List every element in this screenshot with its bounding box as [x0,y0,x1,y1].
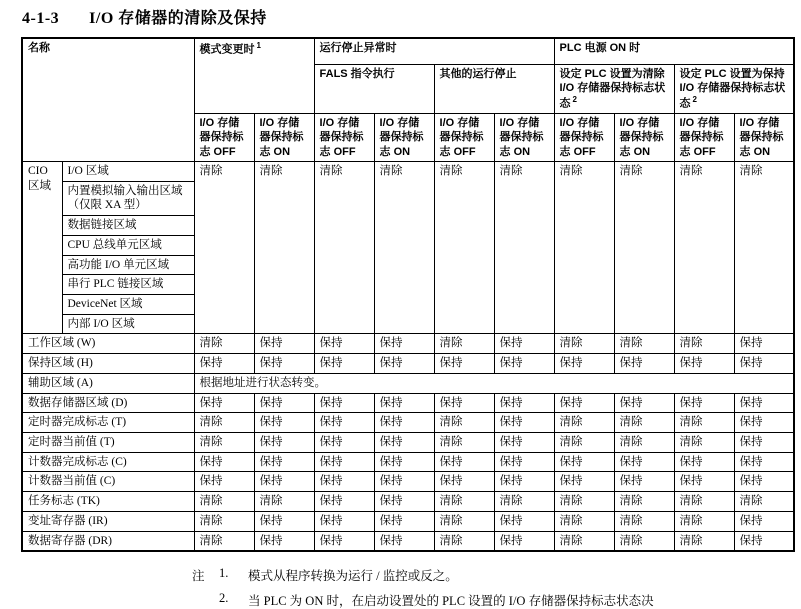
table-row [22,393,794,413]
value-cell: 清除 [674,492,734,512]
value-cell: 清除 [674,531,734,551]
value-cell: 保持 [254,511,314,531]
value-cell: 保持 [554,472,614,492]
value-cell: 清除 [614,334,674,354]
section-title-text: I/O 存储器的清除及保持 [89,10,267,27]
row-name: 任务标志 (TK) [22,492,194,512]
value-cell: 清除 [614,161,674,333]
header-flag-col: I/O 存储器保持标志 OFF [434,114,494,162]
value-cell: 保持 [314,452,374,472]
value-cell: 保持 [494,413,554,433]
row-name: 工作区域 (W) [22,334,194,354]
value-cell: 保持 [314,511,374,531]
value-cell: 保持 [434,354,494,374]
value-cell: 保持 [254,472,314,492]
row-name: I/O 区域 [62,161,194,181]
value-cell: 保持 [374,413,434,433]
value-cell: 保持 [314,472,374,492]
value-cell: 清除 [554,511,614,531]
table-row [22,161,794,181]
header-flag-col: I/O 存储器保持标志 OFF [554,114,614,162]
value-cell: 保持 [734,452,794,472]
value-cell: 清除 [674,413,734,433]
value-cell: 保持 [554,354,614,374]
value-cell: 保持 [194,393,254,413]
value-cell: 保持 [374,511,434,531]
value-cell: 清除 [194,492,254,512]
table-row [22,452,794,472]
row-name: CPU 总线单元区域 [62,235,194,255]
row-name: 内部 I/O 区域 [62,314,194,334]
value-cell: 保持 [554,393,614,413]
value-cell: 保持 [494,511,554,531]
header-flag-col: I/O 存储器保持标志 ON [614,114,674,162]
value-cell: 清除 [734,492,794,512]
value-cell: 保持 [374,472,434,492]
note-number: 2. [219,591,229,606]
value-cell: 清除 [434,531,494,551]
value-cell: 保持 [614,393,674,413]
value-cell: 保持 [494,472,554,492]
section-number: 4-1-3 [22,10,60,27]
header-flag-col: I/O 存储器保持标志 ON [374,114,434,162]
value-cell: 保持 [254,452,314,472]
value-cell: 清除 [254,492,314,512]
note-number: 1. [219,566,229,581]
value-cell: 保持 [674,472,734,492]
row-name: 数据链接区域 [62,216,194,236]
value-cell: 保持 [674,452,734,472]
header-fals-exec: FALS 指令执行 [314,64,434,114]
note-text: 当 PLC 为 ON 时，在启动设置处的 PLC 设置的 I/O 存储器保持标志状态决 [248,594,654,609]
row-name: 变址寄存器 (IR) [22,511,194,531]
table-row [22,531,794,551]
value-cell: 保持 [674,354,734,374]
value-cell: 清除 [554,433,614,453]
value-cell: 保持 [194,354,254,374]
value-cell: 保持 [614,472,674,492]
value-cell-merged: 根据地址进行状态转变。 [194,373,794,393]
value-cell: 清除 [194,334,254,354]
value-cell: 清除 [314,161,374,333]
table-row [22,354,794,374]
notes [192,566,801,609]
header-row-1 [22,38,794,64]
value-cell: 清除 [614,511,674,531]
header-run-stop-abnormal: 运行停止异常时 [314,38,554,64]
value-cell: 清除 [254,161,314,333]
value-cell: 保持 [734,393,794,413]
value-cell: 清除 [434,334,494,354]
value-cell: 清除 [614,433,674,453]
table-header [22,38,794,161]
value-cell: 保持 [194,472,254,492]
value-cell: 保持 [374,393,434,413]
table-row [22,511,794,531]
value-cell: 保持 [554,452,614,472]
value-cell: 清除 [194,433,254,453]
table-row [22,373,794,393]
value-cell: 保持 [494,393,554,413]
value-cell: 保持 [434,452,494,472]
row-name: 数据寄存器 (DR) [22,531,194,551]
row-name: 计数器完成标志 (C) [22,452,194,472]
value-cell: 保持 [734,433,794,453]
value-cell: 清除 [674,511,734,531]
header-flag-col: I/O 存储器保持标志 ON [734,114,794,162]
row-name: 数据存储器区域 (D) [22,393,194,413]
value-cell: 保持 [374,452,434,472]
value-cell: 保持 [374,531,434,551]
value-cell: 保持 [254,531,314,551]
value-cell: 保持 [494,531,554,551]
note-text: 模式从程序转换为运行 / 监控或反之。 [248,569,458,584]
header-plc-power-on: PLC 电源 ON 时 [554,38,794,64]
value-cell: 清除 [434,161,494,333]
value-cell: 保持 [734,472,794,492]
table-row [22,433,794,453]
value-cell: 清除 [494,161,554,333]
header-flag-col: I/O 存储器保持标志 ON [254,114,314,162]
value-cell: 保持 [614,354,674,374]
row-name: 计数器当前值 (C) [22,472,194,492]
value-cell: 清除 [554,492,614,512]
value-cell: 保持 [314,393,374,413]
note-item [192,566,801,584]
value-cell: 清除 [194,161,254,333]
value-cell: 清除 [554,334,614,354]
value-cell: 清除 [494,492,554,512]
value-cell: 保持 [734,413,794,433]
page-title [22,5,801,28]
value-cell: 清除 [554,531,614,551]
value-cell: 保持 [494,452,554,472]
value-cell: 清除 [194,413,254,433]
value-cell: 清除 [614,413,674,433]
value-cell: 保持 [254,413,314,433]
value-cell: 保持 [254,393,314,413]
header-other-stop: 其他的运行停止 [434,64,554,114]
value-cell: 清除 [734,161,794,333]
table-row [22,472,794,492]
value-cell: 保持 [614,452,674,472]
cio-group-label: CIO 区域 [22,161,62,333]
value-cell: 保持 [374,492,434,512]
table-body [22,161,794,551]
value-cell: 保持 [314,492,374,512]
header-flag-col: I/O 存储器保持标志 ON [494,114,554,162]
value-cell: 保持 [674,393,734,413]
row-name: 定时器当前值 (T) [22,433,194,453]
value-cell: 清除 [434,492,494,512]
header-name: 名称 [22,38,194,161]
value-cell: 保持 [434,393,494,413]
value-cell: 保持 [314,334,374,354]
value-cell: 保持 [314,433,374,453]
value-cell: 清除 [674,334,734,354]
value-cell: 清除 [194,511,254,531]
value-cell: 保持 [434,472,494,492]
value-cell: 保持 [254,354,314,374]
note-item [192,591,801,609]
value-cell: 清除 [194,531,254,551]
value-cell: 保持 [734,531,794,551]
header-mode-change: 模式变更时 $^1$ [194,38,314,114]
row-name: 辅助区域 (A) [22,373,194,393]
value-cell: 保持 [314,354,374,374]
value-cell: 保持 [314,531,374,551]
value-cell: 保持 [494,334,554,354]
row-name: 内置模拟输入输出区域（仅限 XA 型） [62,181,194,215]
io-memory-table [21,37,795,552]
value-cell: 清除 [614,492,674,512]
value-cell: 清除 [434,433,494,453]
value-cell: 保持 [374,334,434,354]
table-row [22,413,794,433]
header-flag-col: I/O 存储器保持标志 OFF [674,114,734,162]
note-label: 注 [192,569,205,584]
value-cell: 保持 [194,452,254,472]
header-set-hold: 设定 PLC 设置为保持 I/O 存储器保持标志状态 $^2$ [674,64,794,114]
row-name: DeviceNet 区域 [62,294,194,314]
value-cell: 保持 [734,511,794,531]
value-cell: 清除 [614,531,674,551]
value-cell: 清除 [674,161,734,333]
header-set-clear: 设定 PLC 设置为清除 I/O 存储器保持标志状态 $^2$ [554,64,674,114]
value-cell: 清除 [674,433,734,453]
value-cell: 保持 [494,354,554,374]
value-cell: 保持 [494,433,554,453]
table-row [22,492,794,512]
value-cell: 保持 [374,433,434,453]
row-name: 串行 PLC 链接区域 [62,275,194,295]
row-name: 保持区域 (H) [22,354,194,374]
value-cell: 清除 [434,511,494,531]
value-cell: 保持 [314,413,374,433]
table-row [22,334,794,354]
value-cell: 清除 [434,413,494,433]
header-flag-col: I/O 存储器保持标志 OFF [314,114,374,162]
value-cell: 保持 [734,334,794,354]
value-cell: 清除 [554,413,614,433]
value-cell: 保持 [254,334,314,354]
value-cell: 保持 [734,354,794,374]
value-cell: 清除 [374,161,434,333]
row-name: 定时器完成标志 (T) [22,413,194,433]
value-cell: 保持 [374,354,434,374]
value-cell: 保持 [254,433,314,453]
row-name: 高功能 I/O 单元区域 [62,255,194,275]
header-flag-col: I/O 存储器保持标志 OFF [194,114,254,162]
value-cell: 清除 [554,161,614,333]
